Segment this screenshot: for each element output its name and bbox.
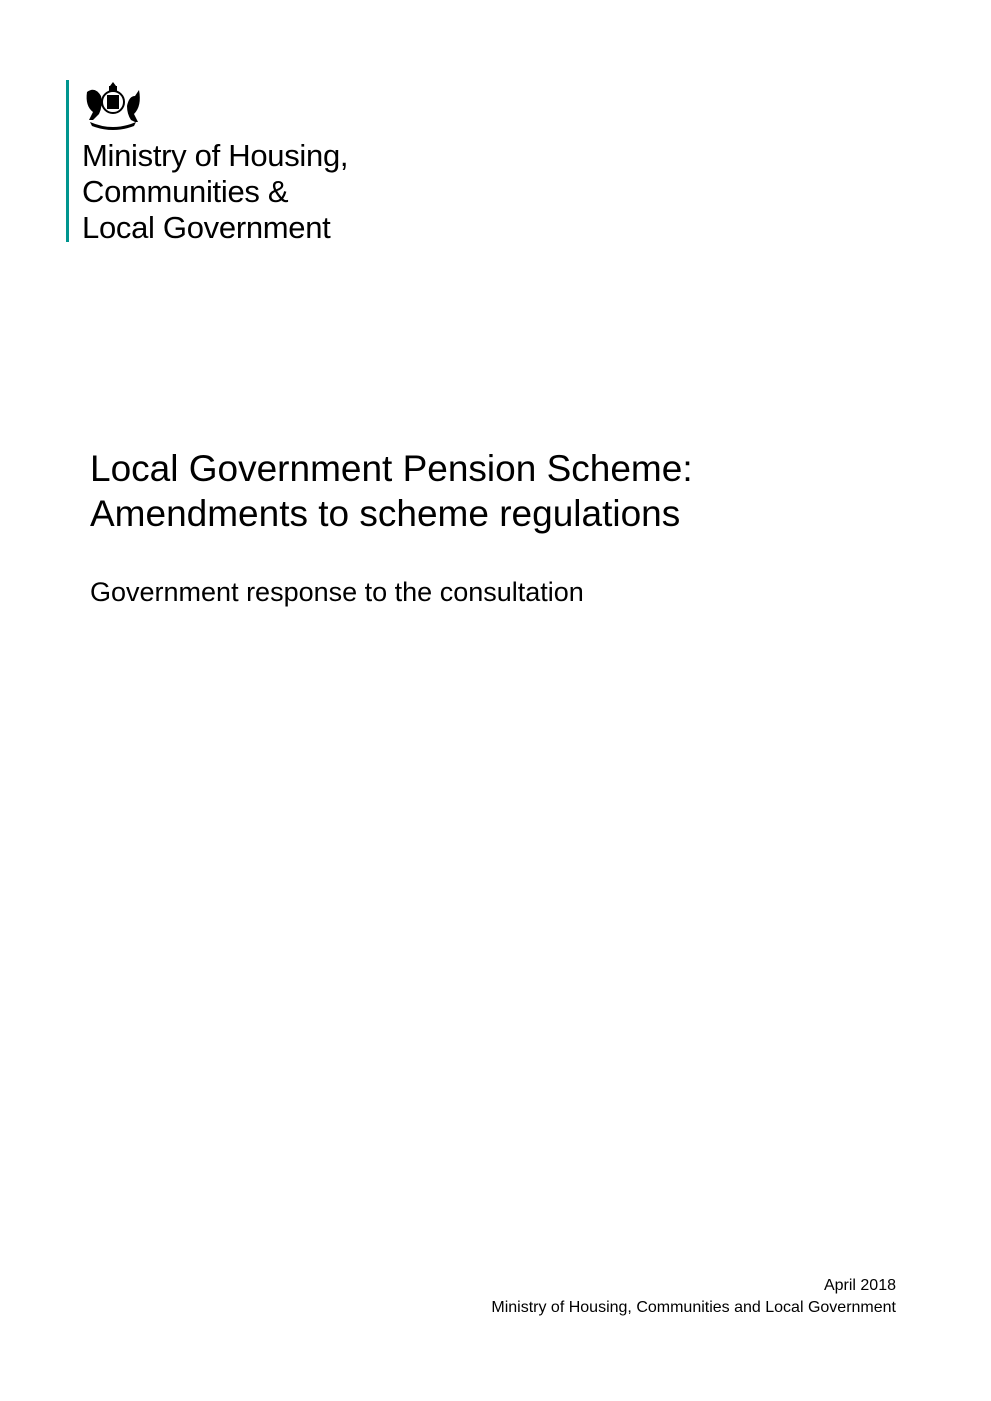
publication-info (491, 1275, 896, 1319)
department-name-line: Local Government (82, 210, 331, 245)
publisher: Ministry of Housing, Communities and Local Government (491, 1299, 896, 1316)
title-line: Amendments to scheme regulations (90, 493, 681, 534)
publication-date: April 2018 (823, 1277, 896, 1294)
department-logo (66, 80, 349, 245)
title-line: Local Government Pension Scheme: (90, 448, 693, 489)
document-title (90, 446, 693, 536)
royal-coat-of-arms-icon (82, 80, 144, 130)
department-name (82, 138, 348, 246)
department-name-line: Communities & (82, 174, 289, 209)
department-name-line: Ministry of Housing, (82, 138, 349, 173)
document-subtitle: Government response to the consultation (90, 577, 584, 607)
